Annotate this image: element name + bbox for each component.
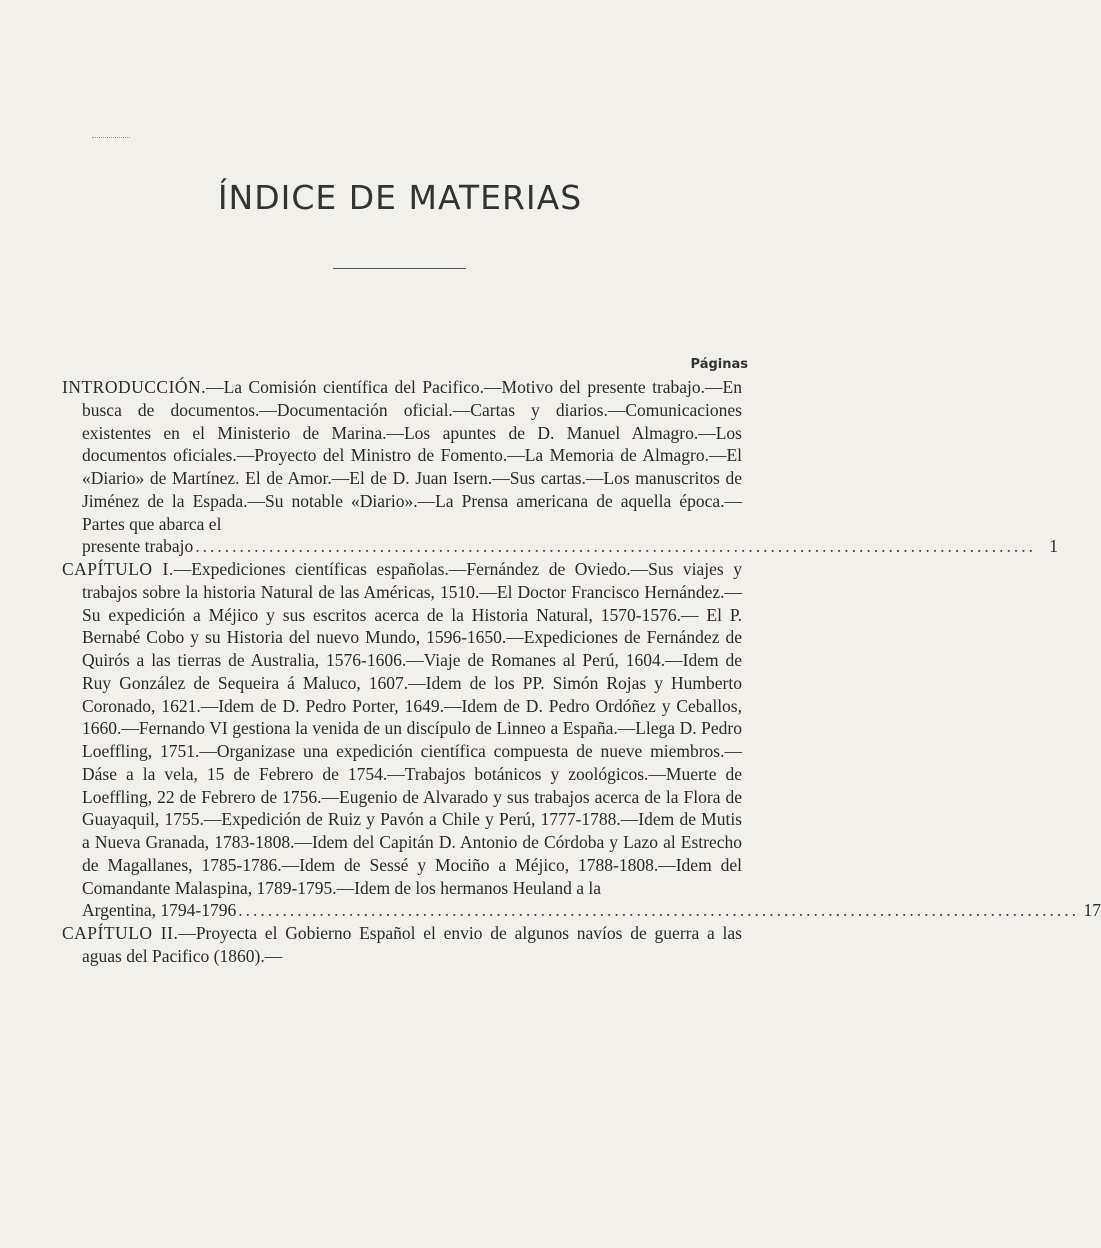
toc-entry-text: [62, 376, 742, 535]
dot-leader: ..................................................................................................................: [195, 536, 1037, 557]
toc-entry-text: [62, 558, 742, 899]
title-rule: [333, 268, 466, 269]
toc-entry-last-line: presente trabajo: [82, 536, 194, 557]
toc-entry-heading: INTRODUCCIÓN.: [62, 377, 207, 397]
toc-entry-leader: [62, 535, 1059, 558]
page-title: ÍNDICE DE MATERIAS: [217, 178, 583, 217]
dot-leader: ..................................................................................................................: [238, 900, 1079, 921]
toc-entry-heading: CAPÍTULO I.: [62, 559, 174, 579]
toc-entry-introduccion: [62, 376, 1059, 558]
toc-entry-summary: —Proyecta el Gobierno Español el envio de algunos navíos de guerra a las aguas del Pacifico (1860).—: [82, 923, 742, 966]
toc-entry-capitulo-2: [62, 922, 742, 968]
table-of-contents: [62, 376, 1101, 968]
top-dotted-rule: [92, 137, 130, 138]
toc-entry-last-line: Argentina, 1794-1796: [82, 900, 237, 921]
toc-entry-page-number: 1: [1049, 536, 1059, 557]
toc-entry-heading: CAPÍTULO II.: [62, 923, 179, 943]
toc-entry-page-number: 17: [1083, 900, 1101, 921]
toc-entry-summary: —La Comisión científica del Pacifico.—Motivo del presente trabajo.—En busca de documentos.—Documentación oficial.—Cartas y diarios.—Comunicaciones existentes en el Ministerio de Marina.—Los apuntes de D. Manuel Almagro.—Los documentos oficiales.—Proyecto del Ministro de Fomento.—La Memoria de Almagro.—El «Diario» de Martínez. El de Amor.—El de D. Juan Isern.—Sus cartas.—Los manuscritos de Jiménez de la Espada.—Su notable «Diario».—La Prensa americana de aquella época.—Partes que abarca el: [82, 377, 742, 534]
toc-entry-capitulo-1: [62, 558, 1101, 922]
toc-entry-summary: —Expediciones científicas españolas.—Fernández de Oviedo.—Sus viajes y trabajos sobre la historia Natural de las Américas, 1510.—El Doctor Francisco Hernández.—Su expedición a Méjico y sus escritos acerca de la Historia Natural, 1570-1576.— El P. Bernabé Cobo y su Historia del nuevo Mundo, 1596-1650.—Expediciones de Fernández de Quirós a las tierras de Australia, 1576-1606.—Viaje de Romanes al Perú, 1604.—Idem de Ruy González de Sequeira á Maluco, 1607.—Idem de los PP. Simón Rojas y Humberto Coronado, 1621.—Idem de D. Pedro Porter, 1649.—Idem de D. Pedro Ordóñez y Ceballos, 1660.—Fernando VI gestiona la venida de un discípulo de Linneo a España.—Llega D. Pedro Loeffling, 1751.—Organizase una expedición científica compuesta de nueve miembros.—Dáse a la vela, 15 de Febrero de 1754.—Trabajos botánicos y zoológicos.—Muerte de Loeffling, 22 de Febrero de 1756.—Eugenio de Alvarado y sus trabajos acerca de la Flora de Guayaquil, 1755.—Expedición de Ruiz y Pavón a Chile y Perú, 1777-1788.—Idem de Mutis a Nueva Granada, 1783-1808.—Idem del Capitán D. Antonio de Córdoba y Lazo al Estrecho de Magallanes, 1785-1786.—Idem de Sessé y Mociño a Méjico, 1788-1808.—Idem del Comandante Malaspina, 1789-1795.—Idem de los hermanos Heuland a la: [82, 559, 742, 898]
pages-column-label: Páginas: [690, 357, 748, 372]
toc-entry-leader: [62, 899, 1101, 922]
toc-entry-text: [62, 922, 742, 968]
